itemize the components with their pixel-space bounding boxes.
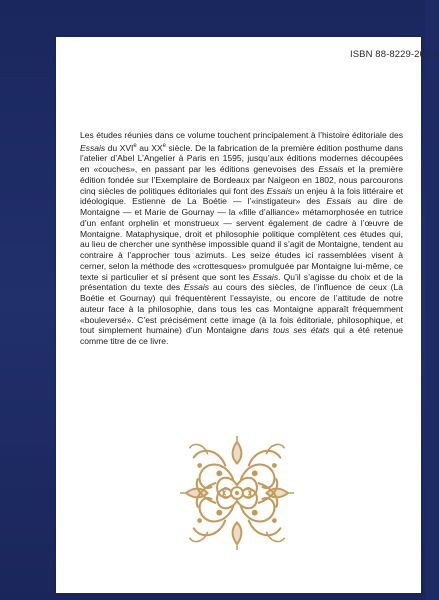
blurb-text: du XVI	[105, 142, 134, 153]
isbn-label: ISBN 88-8229-261-4	[350, 49, 439, 60]
blurb-text: . Qu’il s’agisse du choix et de la présentation du texte des	[80, 271, 403, 293]
essais-title: Essais	[183, 282, 210, 293]
essais-title: Essais	[80, 142, 106, 153]
blurb-text: qui a été retenue comme titre de ce livre.	[80, 325, 403, 347]
book-title-italic: dans tous ses états	[250, 325, 330, 336]
blurb-text: un enjeu à la fois littéraire et idéologique. Estienne de La Boétie — l’«instigateur» des	[80, 185, 403, 207]
baroque-ornament-icon	[178, 434, 296, 552]
blurb-text: siècle. De la fabrication de la première édition posthume dans l’atelier d’Abel L’Angelier à Paris en 1595, jusqu’aux éditions modernes découpées en «couches», en passant par les éditions genevoises des	[80, 142, 403, 175]
blurb-text: Les études réunies dans ce volume touchent principalement à l’histoire éditoriale des	[80, 130, 403, 140]
blurb-text: au XX	[136, 142, 163, 153]
superscript: e	[133, 142, 137, 149]
essais-title: Essais	[318, 164, 344, 175]
blurb-text: et la première édition fondée sur l’Exemplaire de Bordeaux par Naigeon en 1802, nous parcourons cinq siècles de politiques éditoriales qui font des	[80, 164, 403, 196]
superscript: e	[162, 142, 166, 149]
essais-title: Essais	[252, 271, 279, 282]
back-cover-blurb	[80, 130, 403, 347]
white-panel	[56, 37, 439, 593]
blurb-text: au dire de Montaigne — et Marie de Gournay — la «fille d’alliance» métamorphosée en tutrice d’un enfant orphelin et monstrueux — servent également de cadre à l’œuvre de Montaigne. Mataphysique, droit et philosophie politique complètent ces études qui, au lieu de chercher une synthèse impossible quand il s’agit de Montaigne, tendent au contraire à l’approcher tous azimuts. Les seize études ici rassemblées visent à cerner, selon la méthode des «crottesques» promulguée par Montaigne lui-même, ce texte si particulier et si présent que sont les	[80, 196, 404, 282]
blurb-paragraph	[80, 130, 403, 347]
blurb-text: au cours des siècles, de l’influence de ceux (La Boétie et Gournay) qui fréquentèrent l’essayiste, ou encore de l’attitude de notre auteur face à la philosophie, dans tous les cas Montaigne apparaît fréquemment «bouleversé». C’est précisément cette image (à la fois éditoriale, philosophique, et tout simplement humaine) d’un Montaigne	[80, 282, 403, 336]
essais-title: Essais	[326, 196, 352, 207]
essais-title: Essais	[266, 185, 292, 196]
